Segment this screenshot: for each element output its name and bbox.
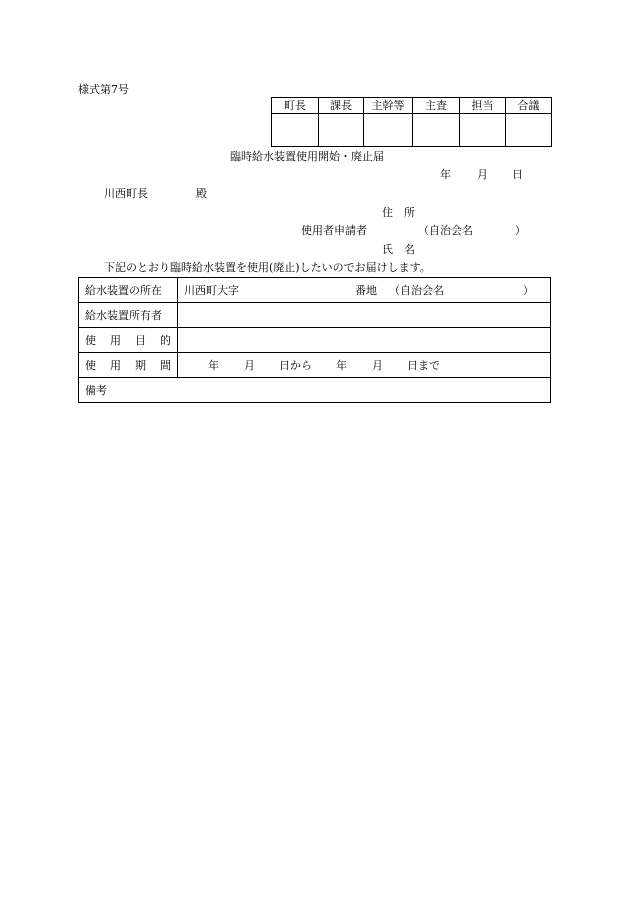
- location-association-close: ）: [523, 283, 534, 297]
- form-number: 様式第7号: [78, 83, 129, 96]
- location-banchi: 番地: [355, 283, 377, 297]
- remarks-row: [79, 378, 551, 403]
- applicant-association-label: （自治会名: [418, 224, 473, 237]
- owner-row: [79, 303, 551, 328]
- location-cell[interactable]: [178, 278, 551, 303]
- period-from: 日から: [279, 358, 312, 372]
- purpose-row: [79, 328, 551, 353]
- location-value: 川西町大字: [184, 283, 239, 297]
- stamp-box-staff[interactable]: [460, 114, 506, 147]
- period-month-start: 月: [244, 358, 255, 372]
- period-until: 日まで: [407, 358, 440, 372]
- applicant-label: 使用者申請者: [301, 224, 367, 237]
- stamp-box-consultation[interactable]: [506, 114, 552, 147]
- approval-header-mayor: 町長: [272, 98, 319, 114]
- stamp-box-chief-inspector[interactable]: [413, 114, 460, 147]
- label-char: 使: [85, 358, 96, 372]
- intro-text: 下記のとおり臨時給水装置を使用(廃止)したいのでお届けします。: [104, 261, 431, 274]
- period-row: [79, 353, 551, 378]
- date-day: 日: [512, 168, 523, 181]
- label-char: 間: [160, 358, 171, 372]
- period-year-end: 年: [336, 358, 347, 372]
- period-cell[interactable]: [178, 353, 551, 378]
- approval-header-row: [272, 98, 552, 114]
- approval-stamp-table: [271, 97, 552, 147]
- document-title: 臨時給水装置使用開始・廃止届: [230, 150, 384, 163]
- stamp-box-section-chief[interactable]: [319, 114, 364, 147]
- approval-header-section-chief: 課長: [319, 98, 364, 114]
- applicant-association-close: ）: [515, 224, 526, 237]
- owner-cell[interactable]: [178, 303, 551, 328]
- period-label: [85, 360, 171, 371]
- stamp-box-supervisor[interactable]: [364, 114, 413, 147]
- location-association-label: （自治会名: [389, 283, 444, 297]
- period-year-start: 年: [208, 358, 219, 372]
- owner-label: 給水装置所有者: [79, 303, 178, 328]
- date-year: 年: [440, 168, 451, 181]
- period-month-end: 月: [372, 358, 383, 372]
- purpose-cell[interactable]: [178, 328, 551, 353]
- location-label: 給水装置の所在: [79, 278, 178, 303]
- date-month: 月: [477, 168, 488, 181]
- remarks-cell[interactable]: [79, 378, 551, 403]
- label-char: 使: [85, 333, 96, 347]
- approval-header-staff: 担当: [460, 98, 506, 114]
- approval-header-consultation: 合議: [506, 98, 552, 114]
- stamp-box-mayor[interactable]: [272, 114, 319, 147]
- applicant-name-label: 氏 名: [382, 243, 415, 256]
- purpose-label: [85, 335, 171, 346]
- label-char: 目: [135, 333, 146, 347]
- approval-stamp-row: [272, 114, 552, 147]
- location-row: [79, 278, 551, 303]
- addressee-honorific: 殿: [196, 187, 207, 200]
- label-char: 的: [160, 333, 171, 347]
- label-char: 用: [110, 358, 121, 372]
- label-char: 期: [135, 358, 146, 372]
- approval-header-chief-inspector: 主査: [413, 98, 460, 114]
- addressee-name: 川西町長: [104, 187, 148, 200]
- label-char: 用: [110, 333, 121, 347]
- water-supply-form-table: [78, 277, 551, 403]
- remarks-label: 備考: [85, 383, 107, 397]
- approval-header-supervisor: 主幹等: [364, 98, 413, 114]
- applicant-address-label: 住 所: [382, 206, 415, 219]
